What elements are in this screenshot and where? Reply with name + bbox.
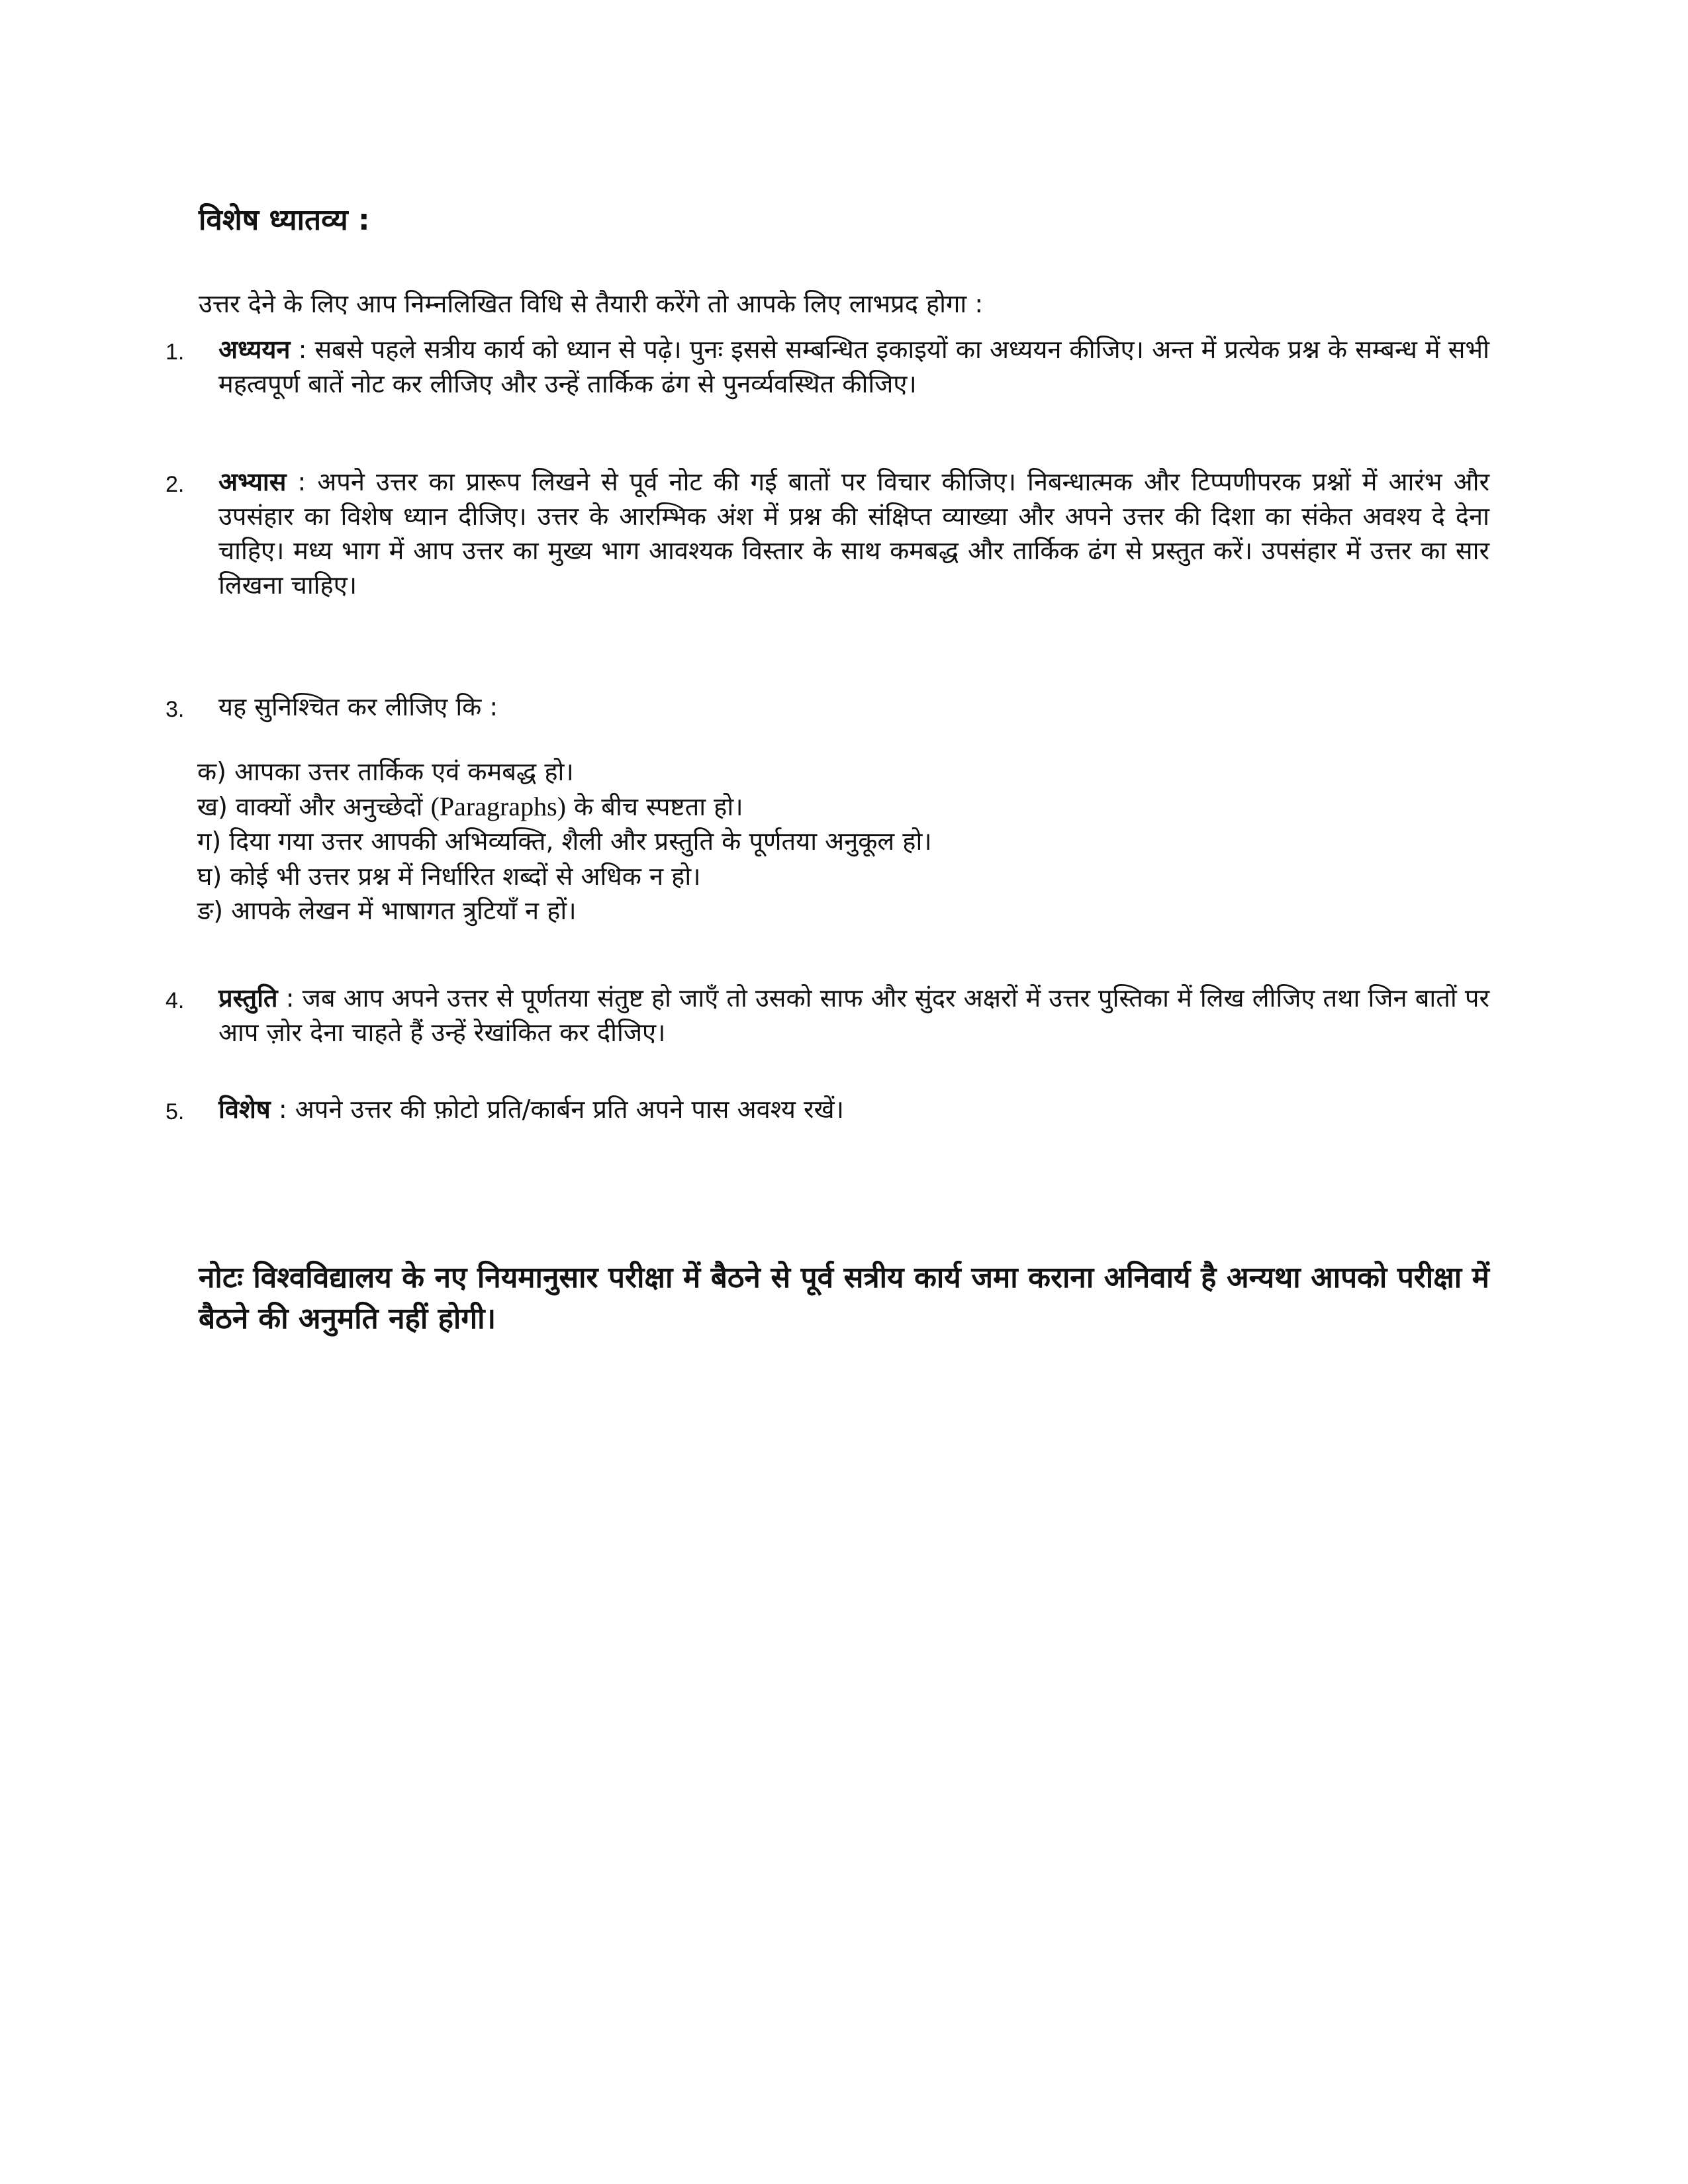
item-number: 4.	[165, 988, 185, 1013]
checklist-item-text: के बीच स्पष्टता हो।	[565, 792, 743, 821]
item-number: 3.	[165, 697, 185, 722]
checklist-item: ग) दिया गया उत्तर आपकी अभिव्यक्ति, शैली और प्रस्तुति के पूर्णतया अनुकूल हो।	[197, 827, 932, 856]
list-item-study	[165, 332, 1489, 401]
intro-text: उत्तर देने के लिए आप निम्नलिखित विधि से तैयारी करेंगे तो आपके लिए लाभप्रद होगा :	[199, 289, 984, 318]
item-body	[218, 465, 1489, 602]
list-item-ensure	[165, 690, 1489, 724]
item-text: यह सुनिश्चित कर लीजिए कि :	[218, 692, 498, 721]
item-number: 5.	[165, 1099, 185, 1124]
item-body	[218, 332, 1489, 401]
checklist-item-text: ख) वाक्यों और अनुच्छेदों	[197, 792, 431, 821]
item-number: 2.	[165, 472, 185, 497]
checklist-item: क) आपका उत्तर तार्किक एवं कमबद्ध हो।	[197, 757, 574, 786]
item-number: 1.	[165, 340, 185, 365]
item-text: : अपने उत्तर का प्रारूप लिखने से पूर्व नोट की गई बातों पर विचार कीजिए। निबन्धात्मक और टिप्पणीपरक प्रश्नों में आरंभ और उपसंहार का विशेष ध्यान दीजिए। उत्तर के आरम्भिक अंश में प्रश्न की संक्षिप्त व्याख्या और अपने उत्तर की दिशा का संकेत अवश्य दे देना चाहिए। मध्य भाग में आप उत्तर का मुख्य भाग आवश्यक विस्तार के साथ कमबद्ध और तार्किक ढंग से प्रस्तुत करें। उपसंहार में उत्तर का सार लिखना चाहिए।	[218, 467, 1489, 600]
item-text: : सबसे पहले सत्रीय कार्य को ध्यान से पढ़े। पुनः इससे सम्बन्धित इकाइयों का अध्ययन कीजिए। अन्त में प्रत्येक प्रश्न के सम्बन्ध में सभी महत्वपूर्ण बातें नोट कर लीजिए और उन्हें तार्किक ढंग से पुनर्व्यवस्थित कीजिए।	[218, 335, 1489, 398]
item-body	[218, 981, 1489, 1050]
checklist	[197, 754, 1455, 929]
item-text: : जब आप अपने उत्तर से पूर्णतया संतुष्ट हो जाएँ तो उसको साफ और सुंदर अक्षरों में उत्तर पुस्तिका में लिख लीजिए तथा जिन बातों पर आप ज़ोर देना चाहते हैं उन्हें रेखांकित कर दीजिए।	[218, 983, 1489, 1047]
item-term: अध्ययन	[218, 335, 291, 364]
item-term: प्रस्तुति	[218, 983, 278, 1013]
item-body	[218, 690, 1489, 724]
list-item-special	[165, 1092, 1489, 1126]
checklist-item	[197, 790, 1455, 825]
item-term: अभ्यास	[218, 467, 287, 496]
item-body	[218, 1092, 1489, 1126]
list-item-practice	[165, 465, 1489, 602]
list-item-presentation	[165, 981, 1489, 1050]
checklist-item-latin: (Paragraphs)	[430, 791, 566, 821]
checklist-item: घ) कोई भी उत्तर प्रश्न में निर्धारित शब्दों से अधिक न हो।	[197, 861, 701, 891]
item-text: : अपने उत्तर की फ़ोटो प्रति/कार्बन प्रति अपने पास अवश्य रखें।	[270, 1095, 845, 1124]
checklist-item: ङ) आपके लेखन में भाषागत त्रुटियाँ न हों।	[197, 896, 577, 925]
item-term: विशेष	[218, 1095, 271, 1124]
section-heading: विशेष ध्यातव्य :	[199, 203, 370, 237]
important-note: नोटः विश्वविद्यालय के नए नियमानुसार परीक्षा में बैठने से पूर्व सत्रीय कार्य जमा कराना अनिवार्य है अन्यथा आपको परीक्षा में बैठने की अनुमति नहीं होगी।	[199, 1261, 1489, 1336]
